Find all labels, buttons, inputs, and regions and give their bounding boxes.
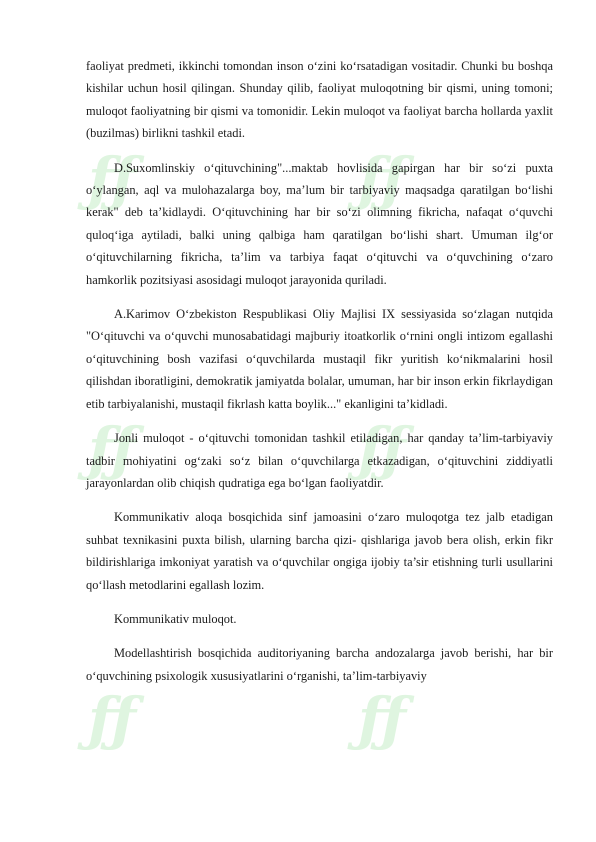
paragraph-6: Modellashtirish bosqichida auditoriyaning barcha andozalarga javob berishi, har bir o‘quvchining psixologik xususiyatlarini o‘rganishi, ta’lim-tarbiyaviy xyxy=(86,646,553,683)
leaf-logo-icon: ƒƒ xyxy=(88,685,136,753)
leaf-logo-icon: ƒƒ xyxy=(358,145,406,213)
leaf-logo-icon: ƒƒ xyxy=(88,145,136,213)
leaf-logo-icon: ƒƒ xyxy=(358,685,406,753)
paragraph-5: Kommunikativ aloqa bosqichida sinf jamoasini o‘zaro muloqotga tez jalb etadigan suhbat texnikasini puxta bilish, ularning barcha qizi- qishlariga javob bera olish, erkin fikr bildirishlariga imkoniyat yaratish va o‘quvchilar ongiga ijobiy ta’sir etishning turli usullarini qo‘llash metodlarini egallash lozim. xyxy=(86,510,553,592)
leaf-logo-icon: ƒƒ xyxy=(358,415,406,483)
section-heading: Kommunikativ muloqot. xyxy=(114,611,237,626)
leaf-logo-icon: ƒƒ xyxy=(88,415,136,483)
paragraph-1: faoliyat predmeti, ikkinchi tomondan inson o‘zini ko‘rsatadigan vositadir. Chunki bu boshqa kishilar uchun hosil qilingan. Shunday qilib, faoliyat muloqotning bir qismi, uning tomoni; muloqot faoliyatning bir qismi va tomonidir. Lekin muloqot va faoliyat barcha hollarda yaxlit (buzilmas) birlikni tashkil etadi. xyxy=(86,59,553,141)
document-body xyxy=(86,55,553,699)
paragraph-2: D.Suxomlinskiy o‘qituvchining"...maktab hovlisida gapirgan har bir so‘zi puxta o‘ylangan, aql va mulohazalarga boy, ma’lum bir tarbiyaviy maqsadga qaratilgan bo‘lishi kerak" deb ta’kidlaydi. O‘qituvchining har bir so‘zi olimning fikricha, nafaqat o‘quvchi quloq‘iga aytiladi, balki uning qalbiga ham qaratilgan bo‘lishi shart. Umuman ilg‘or o‘qituvchilarning fikricha, ta’lim va tarbiya faqat o‘qituvchi va o‘quvchining o‘zaro hamkorlik pozitsiyasi asosidagi muloqot jarayonida quriladi. xyxy=(86,160,553,287)
paragraph-4: Jonli muloqot - o‘qituvchi tomonidan tashkil etiladigan, har qanday ta’lim-tarbiyaviy tadbir mohiyatini og‘zaki so‘z bilan o‘quvchilarga etkazadigan, o‘qituvchini ziddiyatli jarayonlardan olib chiqish qudratiga ega bo‘lgan faoliyatdir. xyxy=(86,431,553,490)
paragraph-3: A.Karimov O‘zbekiston Respublikasi Oliy Majlisi IX sessiyasida so‘zlagan nutqida "O‘qituvchi va o‘quvchi munosabatidagi majburiy itoatkorlik o‘rnini ongli intizom egallashi o‘qituvchining bosh vazifasi o‘quvchilarda mustaqil fikr yuritish ko‘nikmalarini hosil qilishdan iboratligini, demokratik jamiyatda bolalar, umuman, har bir inson erkin fikrlaydigan etib tarbiyalanishi, mustaqil fikrlash katta boylik..." ekanligini ta’kidladi. xyxy=(86,307,553,411)
